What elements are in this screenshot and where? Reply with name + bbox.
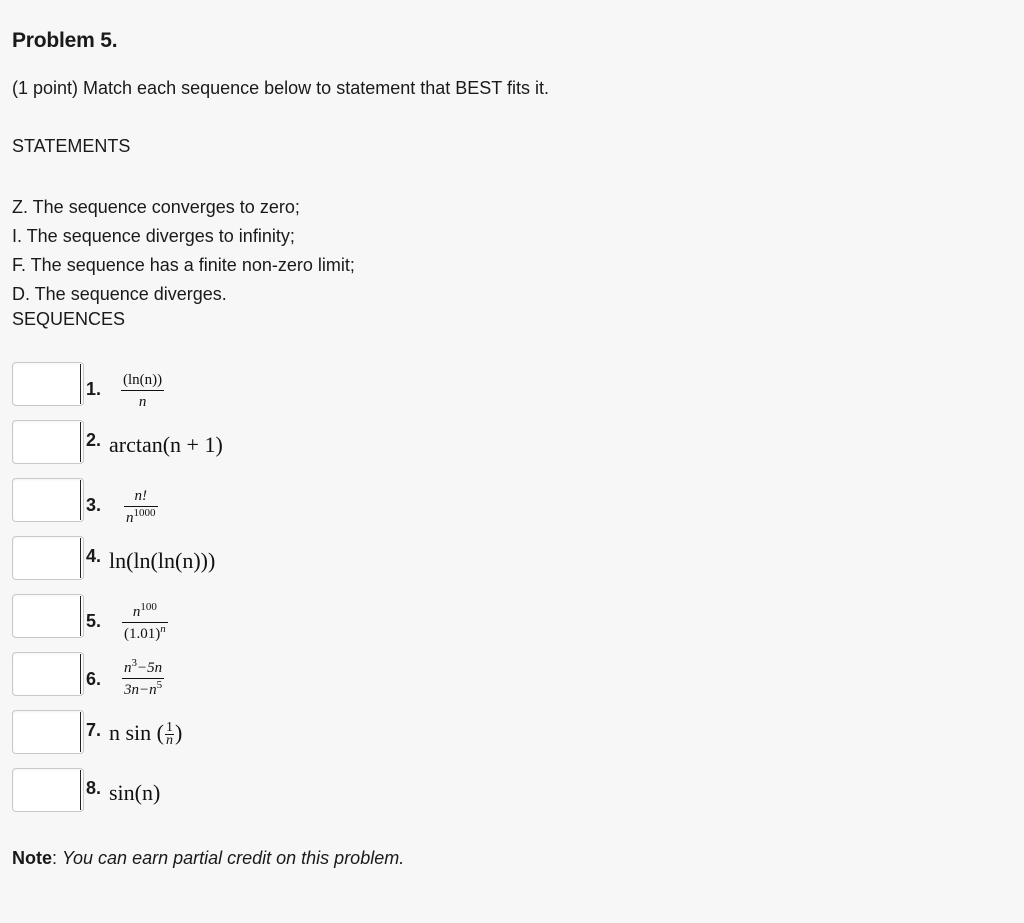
sequence-6-formula	[122, 658, 164, 701]
denominator-base: (1.01)	[124, 626, 161, 642]
sequence-2-formula: arctan(n + 1)	[109, 432, 223, 457]
statement-z: Z. The sequence converges to zero;	[12, 197, 300, 217]
statement-i: I. The sequence diverges to infinity;	[12, 226, 295, 246]
sequence-3-formula	[124, 486, 158, 529]
sequence-5-formula	[122, 602, 168, 645]
note-text: You can earn partial credit on this problem.	[62, 848, 405, 868]
row-divider	[80, 596, 81, 636]
sequence-row-1	[12, 362, 712, 410]
problem-title: Problem 5.	[12, 29, 118, 52]
row-divider	[80, 480, 81, 520]
answer-input-4[interactable]	[12, 536, 84, 580]
problem-instructions: (1 point) Match each sequence below to statement that BEST fits it.	[12, 78, 549, 98]
denominator-base: 3n−n	[124, 682, 157, 698]
denominator-exponent: 5	[156, 679, 163, 691]
row-divider	[80, 422, 81, 462]
answer-input-1[interactable]	[12, 362, 84, 406]
sequences-heading: SEQUENCES	[12, 309, 126, 329]
sequence-row-6	[12, 652, 712, 696]
answer-input-3[interactable]	[12, 478, 84, 522]
sequence-4-formula: ln(ln(ln(n)))	[109, 548, 216, 573]
sequence-number: 7.	[86, 720, 102, 740]
formula-denominator	[122, 679, 164, 701]
row-divider	[80, 364, 81, 404]
denominator-base: n	[126, 510, 134, 526]
row-divider	[80, 770, 81, 810]
sequence-8-formula: sin(n)	[109, 780, 161, 805]
sequence-row-4	[12, 536, 712, 580]
sequence-row-5	[12, 594, 712, 642]
statement-d: D. The sequence diverges.	[12, 284, 227, 304]
sequence-row-7	[12, 710, 712, 754]
sequence-7-formula	[109, 720, 182, 747]
sequence-number: 2.	[86, 430, 102, 450]
row-divider	[80, 538, 81, 578]
sequence-number: 8.	[86, 778, 102, 798]
statements-list	[12, 193, 355, 309]
sequence-row-8	[12, 768, 712, 812]
formula-numerator: n!	[124, 486, 158, 507]
statements-heading: STATEMENTS	[12, 136, 131, 156]
sequence-number: 5.	[86, 611, 102, 631]
answer-input-6[interactable]	[12, 652, 84, 696]
formula-denominator	[124, 507, 158, 529]
formula-numerator	[122, 658, 164, 679]
small-fraction	[165, 722, 174, 747]
sequence-number: 1.	[86, 379, 102, 399]
numerator-tail: −5n	[137, 660, 163, 676]
answer-input-5[interactable]	[12, 594, 84, 638]
row-divider	[80, 654, 81, 694]
answer-input-2[interactable]	[12, 420, 84, 464]
formula-prefix: n sin (	[109, 720, 164, 745]
formula-numerator	[122, 602, 168, 623]
formula-denominator	[122, 623, 168, 645]
numerator-exponent: 100	[140, 601, 157, 613]
numerator-base: n	[124, 660, 132, 676]
answer-input-8[interactable]	[12, 768, 84, 812]
small-fraction-numerator: 1	[166, 720, 173, 736]
small-fraction-denominator: n	[166, 733, 173, 749]
sequence-number: 4.	[86, 546, 102, 566]
sequence-row-3	[12, 478, 712, 526]
sequence-number: 6.	[86, 669, 102, 689]
partial-credit-note	[12, 848, 404, 869]
denominator-exponent: 1000	[133, 507, 156, 519]
formula-denominator: n	[138, 394, 147, 410]
sequence-row-2	[12, 420, 712, 464]
sequence-number: 3.	[86, 495, 102, 515]
sequence-1-formula	[121, 370, 164, 413]
statement-f: F. The sequence has a finite non-zero limit;	[12, 255, 355, 275]
formula-numerator: (ln(n))	[121, 370, 164, 391]
numerator-base: n	[132, 604, 141, 620]
numerator-exponent: 3	[131, 657, 137, 669]
note-label: Note	[12, 848, 52, 868]
row-divider	[80, 712, 81, 752]
formula-suffix: )	[175, 720, 183, 745]
answer-input-7[interactable]	[12, 710, 84, 754]
denominator-exponent: n	[160, 623, 166, 635]
note-separator: :	[52, 848, 63, 868]
